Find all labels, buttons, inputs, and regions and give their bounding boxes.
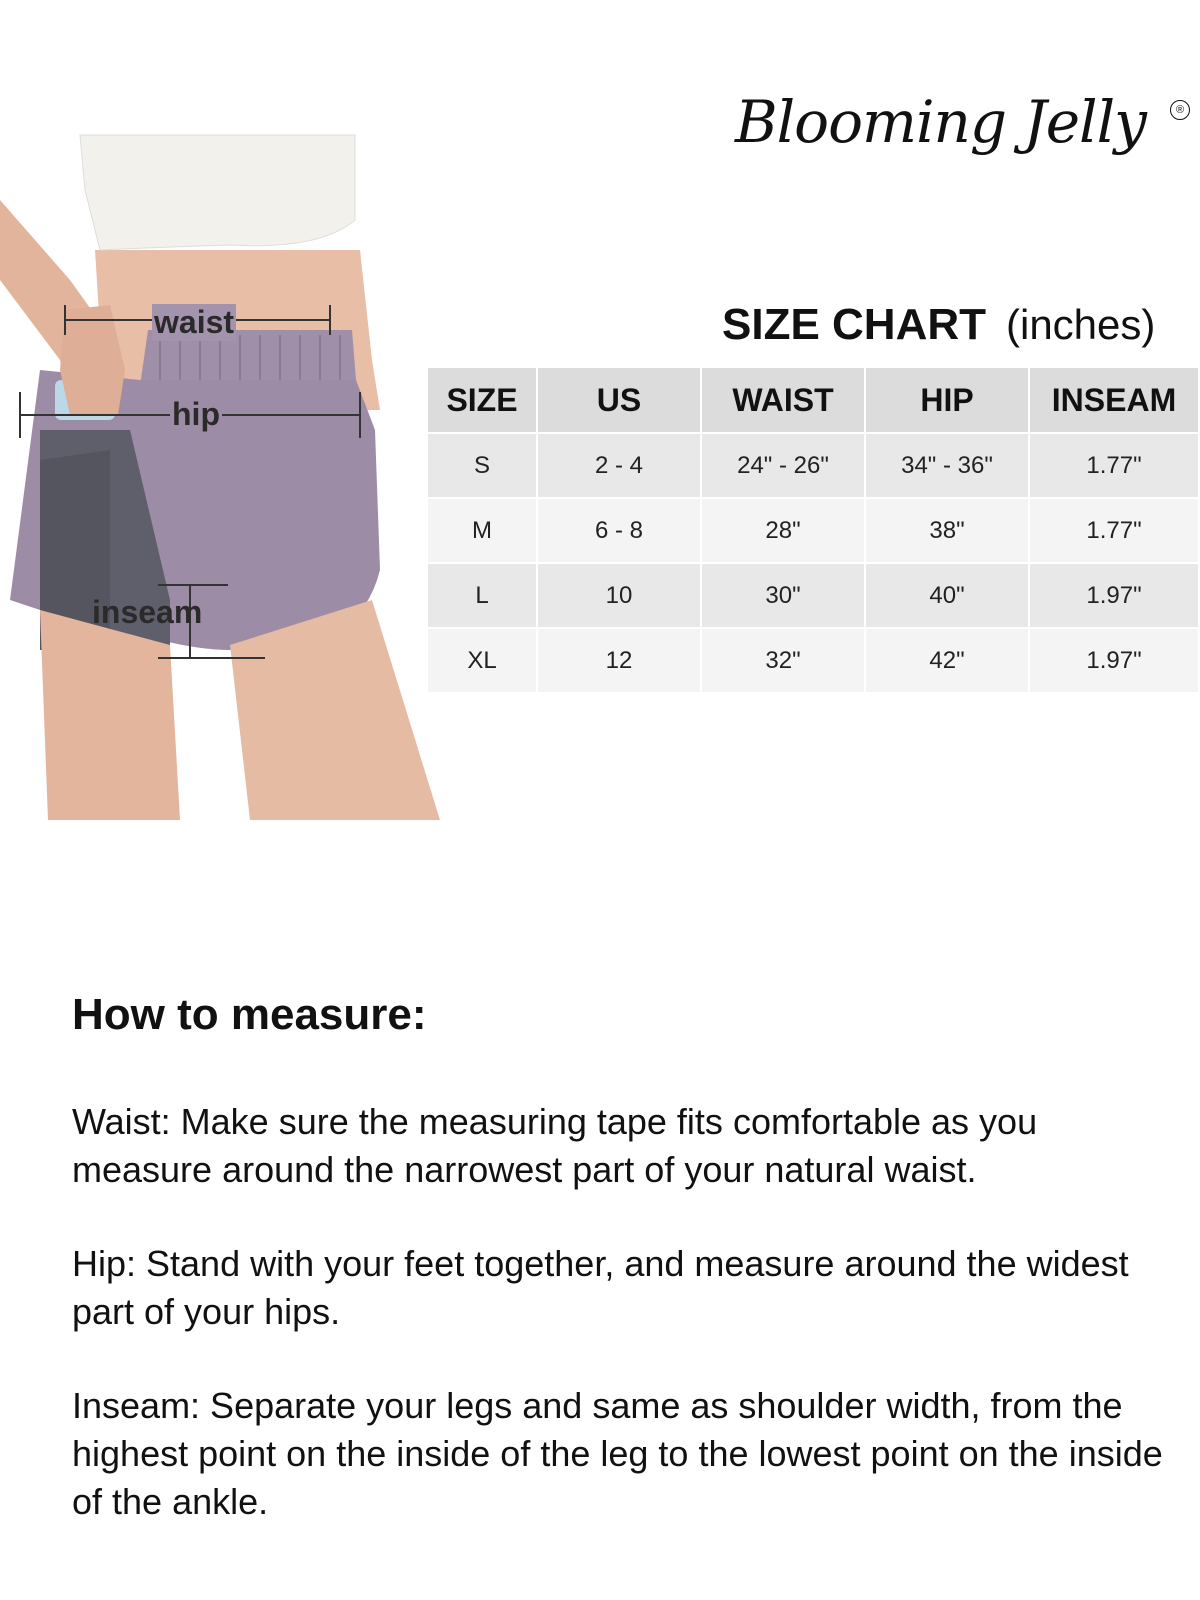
table-cell: 34" - 36" — [866, 434, 1030, 499]
table-header-row — [428, 368, 1200, 434]
column-header-hip: HIP — [866, 368, 1030, 434]
table-row — [428, 434, 1200, 499]
waist-label: waist — [154, 304, 235, 340]
table-cell: 1.97" — [1030, 629, 1200, 694]
table-cell: 6 - 8 — [538, 499, 702, 564]
column-header-us: US — [538, 368, 702, 434]
table-row — [428, 564, 1200, 629]
size-chart-unit: (inches) — [1006, 301, 1156, 348]
hip-label: hip — [172, 396, 220, 432]
table-cell: 42" — [866, 629, 1030, 694]
table-cell: 38" — [866, 499, 1030, 564]
table-cell: 1.77" — [1030, 434, 1200, 499]
size-chart-table — [428, 368, 1200, 694]
brand-logo: Blooming Jelly — [735, 88, 1146, 156]
shorts-illustration — [0, 130, 460, 850]
table-cell: 32" — [702, 629, 866, 694]
waist-instructions: Waist: Make sure the measuring tape fits comfortable as you measure around the narrowest part of your natural waist. — [72, 1101, 1038, 1190]
table-row — [428, 499, 1200, 564]
table-cell: 12 — [538, 629, 702, 694]
column-header-size: SIZE — [428, 368, 538, 434]
table-cell: 40" — [866, 564, 1030, 629]
hip-instructions: Hip: Stand with your feet together, and measure around the widest part of your hips. — [72, 1243, 1129, 1332]
size-chart-heading: SIZE CHART — [722, 300, 986, 349]
inseam-instructions: Inseam: Separate your legs and same as shoulder width, from the highest point on the inside of the leg to the lowest point on the inside of the ankle. — [72, 1385, 1163, 1522]
table-cell: 1.77" — [1030, 499, 1200, 564]
table-cell: 1.97" — [1030, 564, 1200, 629]
registered-mark: ® — [1170, 100, 1190, 120]
table-cell: 24" - 26" — [702, 434, 866, 499]
product-photo — [0, 130, 460, 850]
table-cell: 30" — [702, 564, 866, 629]
table-row — [428, 629, 1200, 694]
size-chart-title — [722, 300, 1155, 350]
table-cell: 2 - 4 — [538, 434, 702, 499]
how-to-measure-title: How to measure: — [72, 990, 427, 1039]
table-cell: 28" — [702, 499, 866, 564]
inseam-label: inseam — [92, 594, 203, 630]
table-cell: S — [428, 434, 538, 499]
column-header-waist: WAIST — [702, 368, 866, 434]
table-cell: XL — [428, 629, 538, 694]
column-header-inseam: INSEAM — [1030, 368, 1200, 434]
table-cell: M — [428, 499, 538, 564]
table-cell: L — [428, 564, 538, 629]
table-cell: 10 — [538, 564, 702, 629]
